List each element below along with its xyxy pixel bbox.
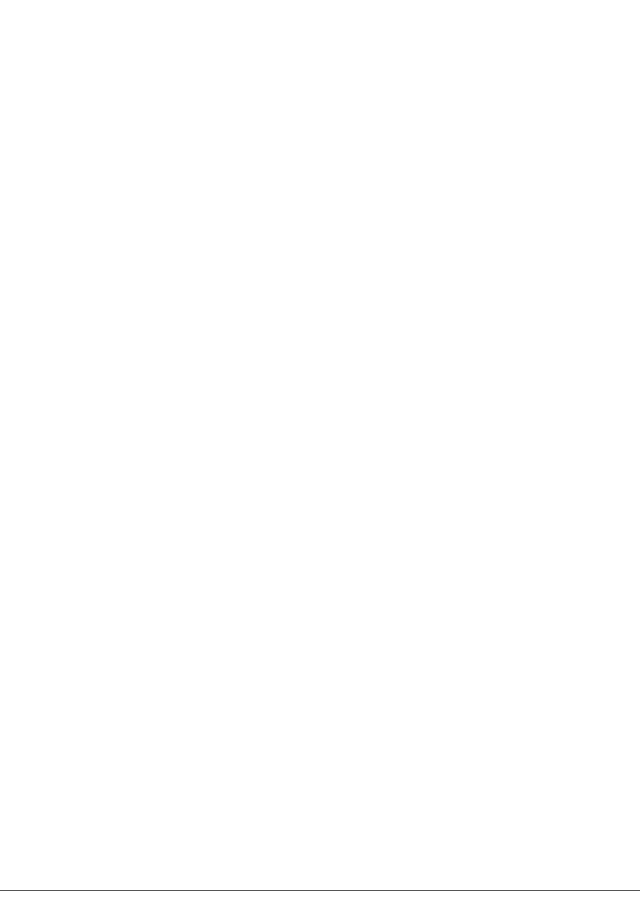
footer-line	[0, 890, 640, 891]
